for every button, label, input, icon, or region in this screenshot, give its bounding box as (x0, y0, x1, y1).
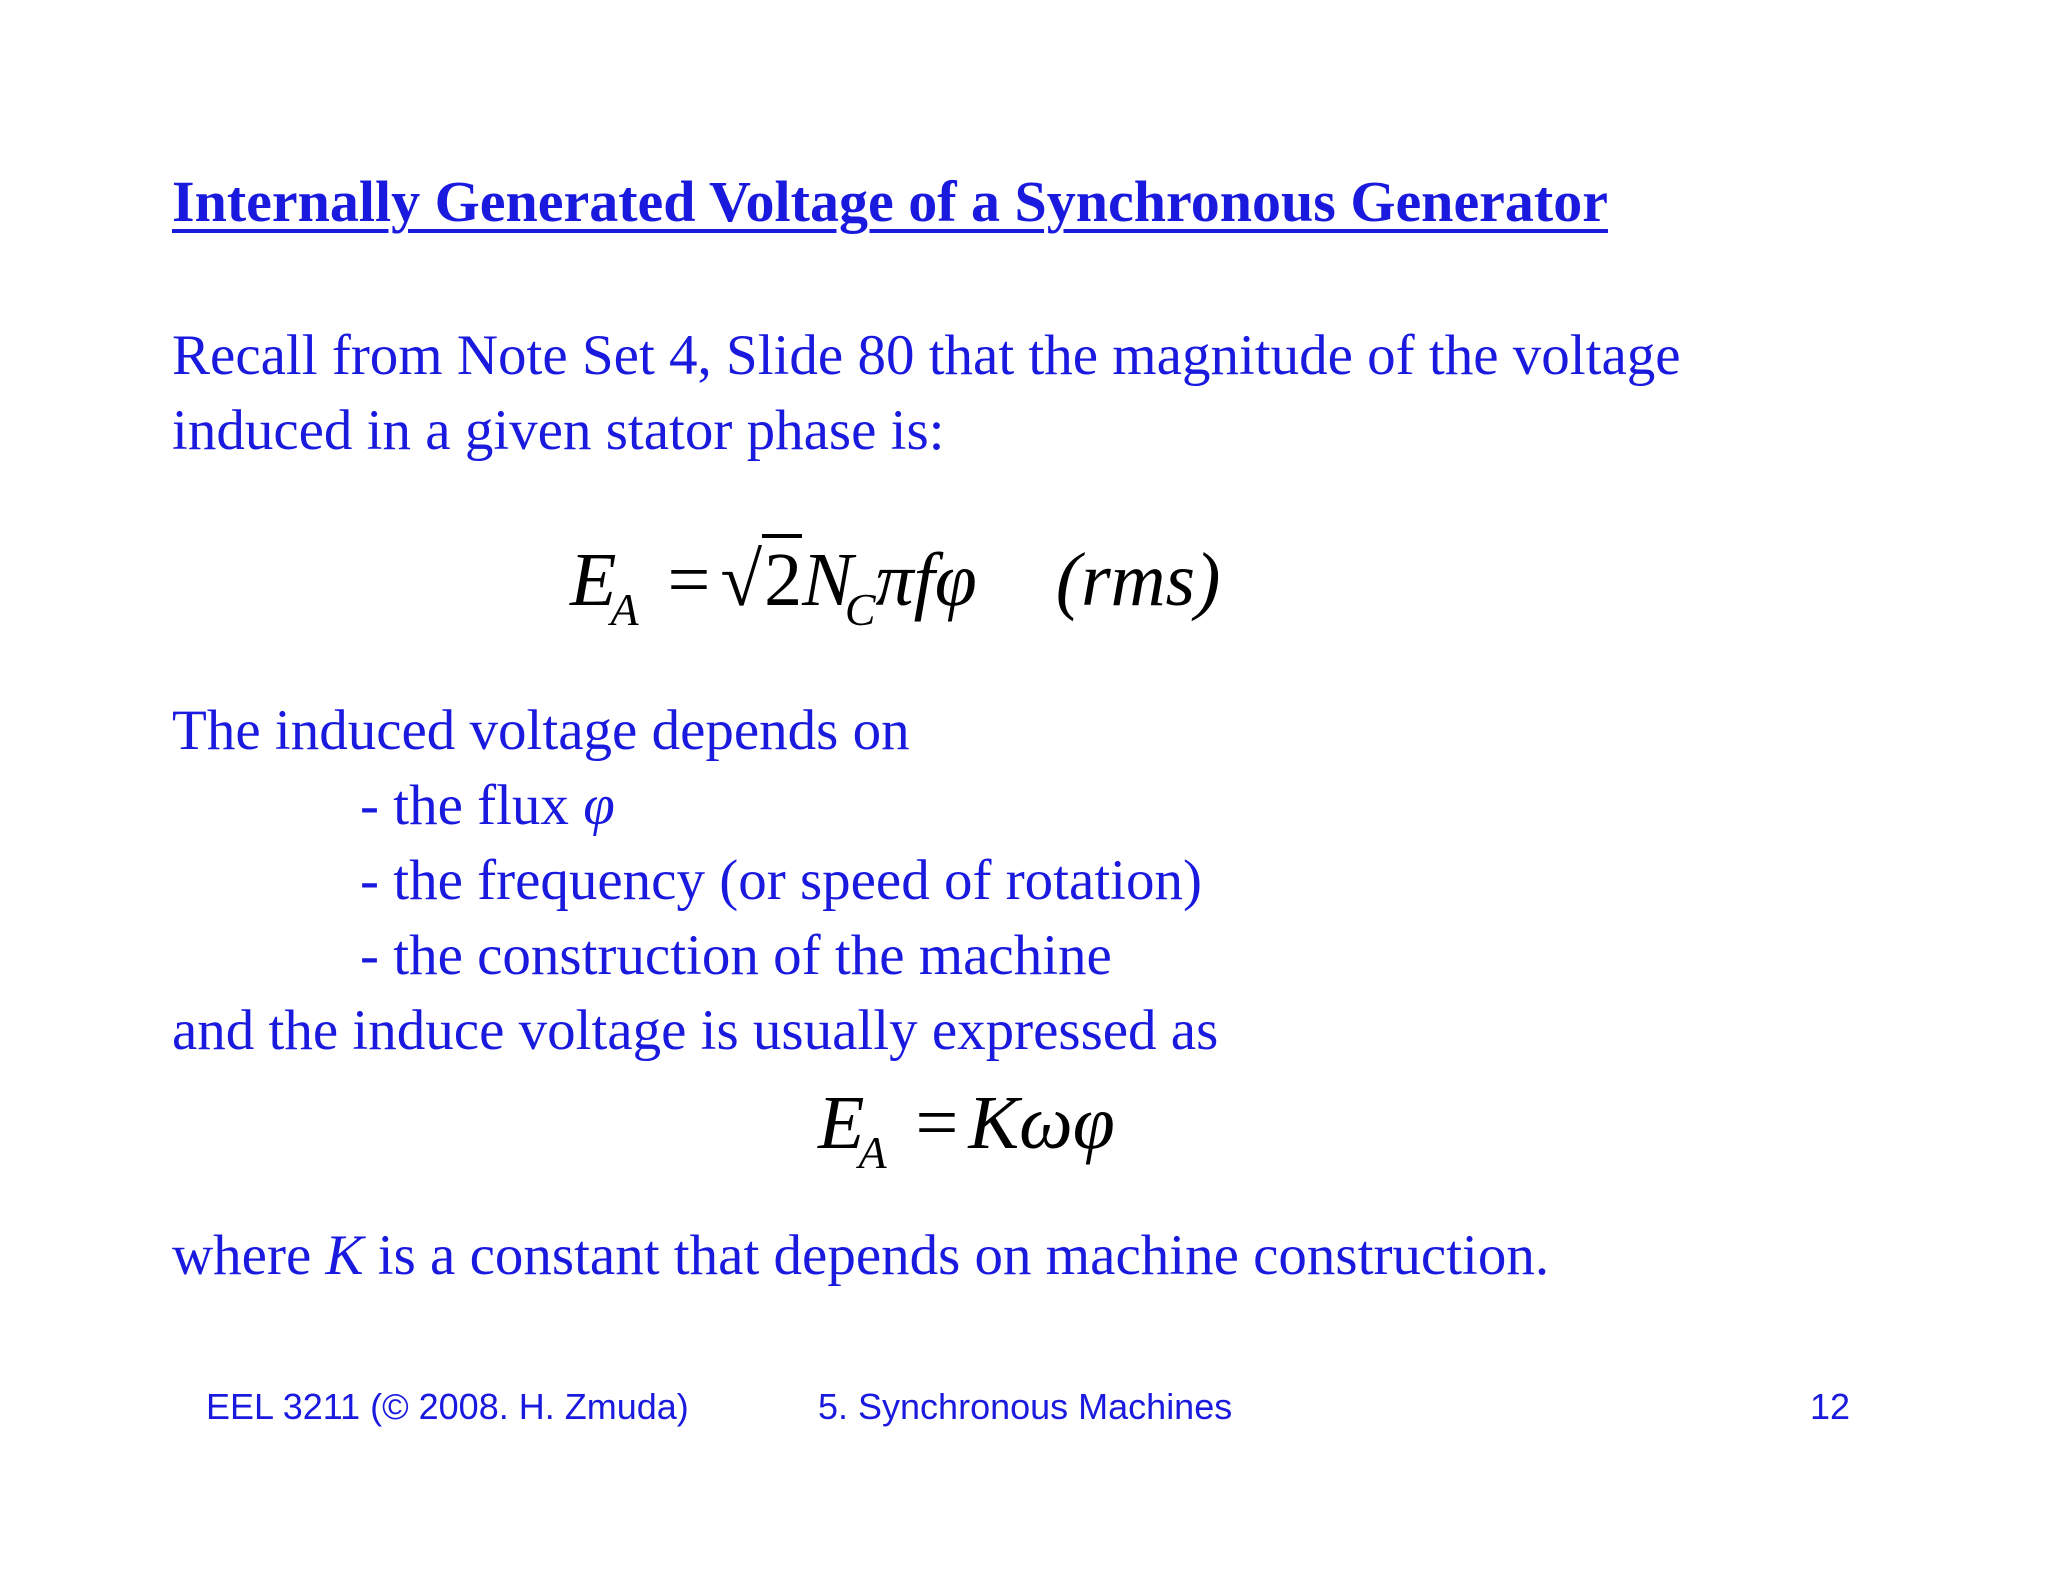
bullet-flux-text: - the flux (360, 774, 584, 837)
where-line (172, 1218, 1549, 1293)
bullet-construction: - the construction of the machine (360, 924, 1112, 987)
eq1-lhs: E (570, 538, 617, 622)
eq2-rhs: Kωφ (968, 1081, 1115, 1165)
eq1-rest: πfφ (875, 538, 977, 622)
bullet-flux (360, 768, 615, 843)
eq1-rms-note: (rms) (1055, 538, 1221, 622)
eq1-radical: √ (720, 538, 763, 622)
footer-course: EEL 3211 (© 2008. H. Zmuda) (206, 1386, 689, 1427)
where-symbol-k: K (325, 1224, 364, 1287)
eq1-radicand: 2 (762, 534, 802, 622)
eq2-lhs-subscript: A (858, 1127, 887, 1178)
intro-line-1: Recall from Note Set 4, Slide 80 that the magnitude of the voltage (172, 324, 1681, 387)
eq1-lhs-subscript: A (610, 584, 639, 635)
eq1-n: N (802, 538, 853, 622)
slide-title: Internally Generated Voltage of a Synchronous Generator (172, 169, 1608, 234)
where-suffix: is a constant that depends on machine construction. (363, 1224, 1550, 1287)
eq1-n-subscript: C (844, 584, 876, 635)
footer-page-number: 12 (1810, 1386, 1851, 1427)
bullet-frequency: - the frequency (or speed of rotation) (360, 849, 1202, 912)
eq1-equals: = (667, 538, 711, 622)
depends-line: The induced voltage depends on (172, 699, 910, 762)
equation-induced-voltage (570, 535, 1220, 655)
bullet-flux-symbol: φ (583, 774, 615, 837)
equation-k-omega-phi (818, 1078, 1115, 1198)
where-prefix: where (172, 1224, 326, 1287)
intro-line-2: induced in a given stator phase is: (172, 399, 945, 462)
eq2-lhs: E (818, 1081, 865, 1165)
footer-chapter: 5. Synchronous Machines (818, 1386, 1233, 1427)
expressed-line: and the induce voltage is usually expressed as (172, 999, 1219, 1062)
eq2-equals: = (915, 1081, 959, 1165)
